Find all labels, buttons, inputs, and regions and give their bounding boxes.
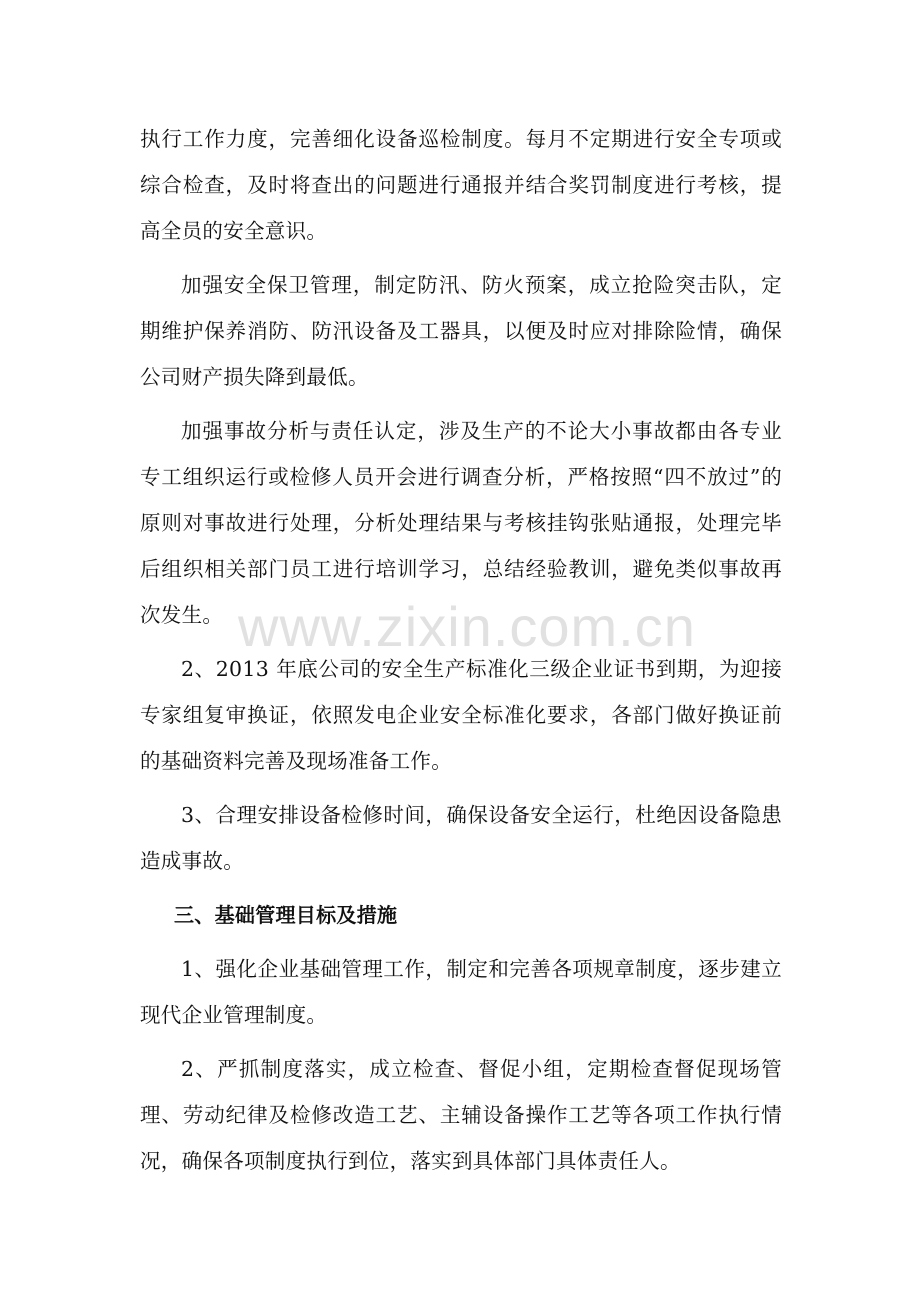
paragraph-item-2: 2、2013 年底公司的安全生产标准化三级企业证书到期，为迎接专家组复审换证，依照发电企业安全标准化要求，各部门做好换证前的基础资料完善及现场准备工作。 [140, 657, 782, 773]
paragraph-item-3: 3、合理安排设备检修时间，确保设备安全运行，杜绝因设备隐患造成事故。 [140, 803, 782, 873]
document-body [140, 116, 782, 1192]
paragraph-accident-analysis: 加强事故分析与责任认定，涉及生产的不论大小事故都由各专业专工组织运行或检修人员开会进行调查分析，严格按照“四不放过”的原则对事故进行处理，分析处理结果与考核挂钩张贴通报，处理完毕后组织相关部门员工进行培训学习，总结经验教训，避免类似事故再次发生。 [140, 419, 782, 627]
section-heading: 三、基础管理目标及措施 [174, 903, 398, 927]
section-paragraph-2: 2、严抓制度落实，成立检查、督促小组，定期检查督促现场管理、劳动纪律及检修改造工艺、主辅设备操作工艺等各项工作执行情况，确保各项制度执行到位，落实到具体部门具体责任人。 [140, 1057, 782, 1173]
paragraph-continuation: 执行工作力度，完善细化设备巡检制度。每月不定期进行安全专项或综合检查，及时将查出的问题进行通报并结合奖罚制度进行考核，提高全员的安全意识。 [140, 127, 782, 243]
paragraph-security-management: 加强安全保卫管理，制定防汛、防火预案，成立抢险突击队，定期维护保养消防、防汛设备及工器具，以便及时应对排除险情，确保公司财产损失降到最低。 [140, 273, 782, 389]
watermark-text: www.zixin.com.cn [238, 595, 696, 658]
section-paragraph-1: 1、强化企业基础管理工作，制定和完善各项规章制度，逐步建立现代企业管理制度。 [140, 957, 782, 1027]
